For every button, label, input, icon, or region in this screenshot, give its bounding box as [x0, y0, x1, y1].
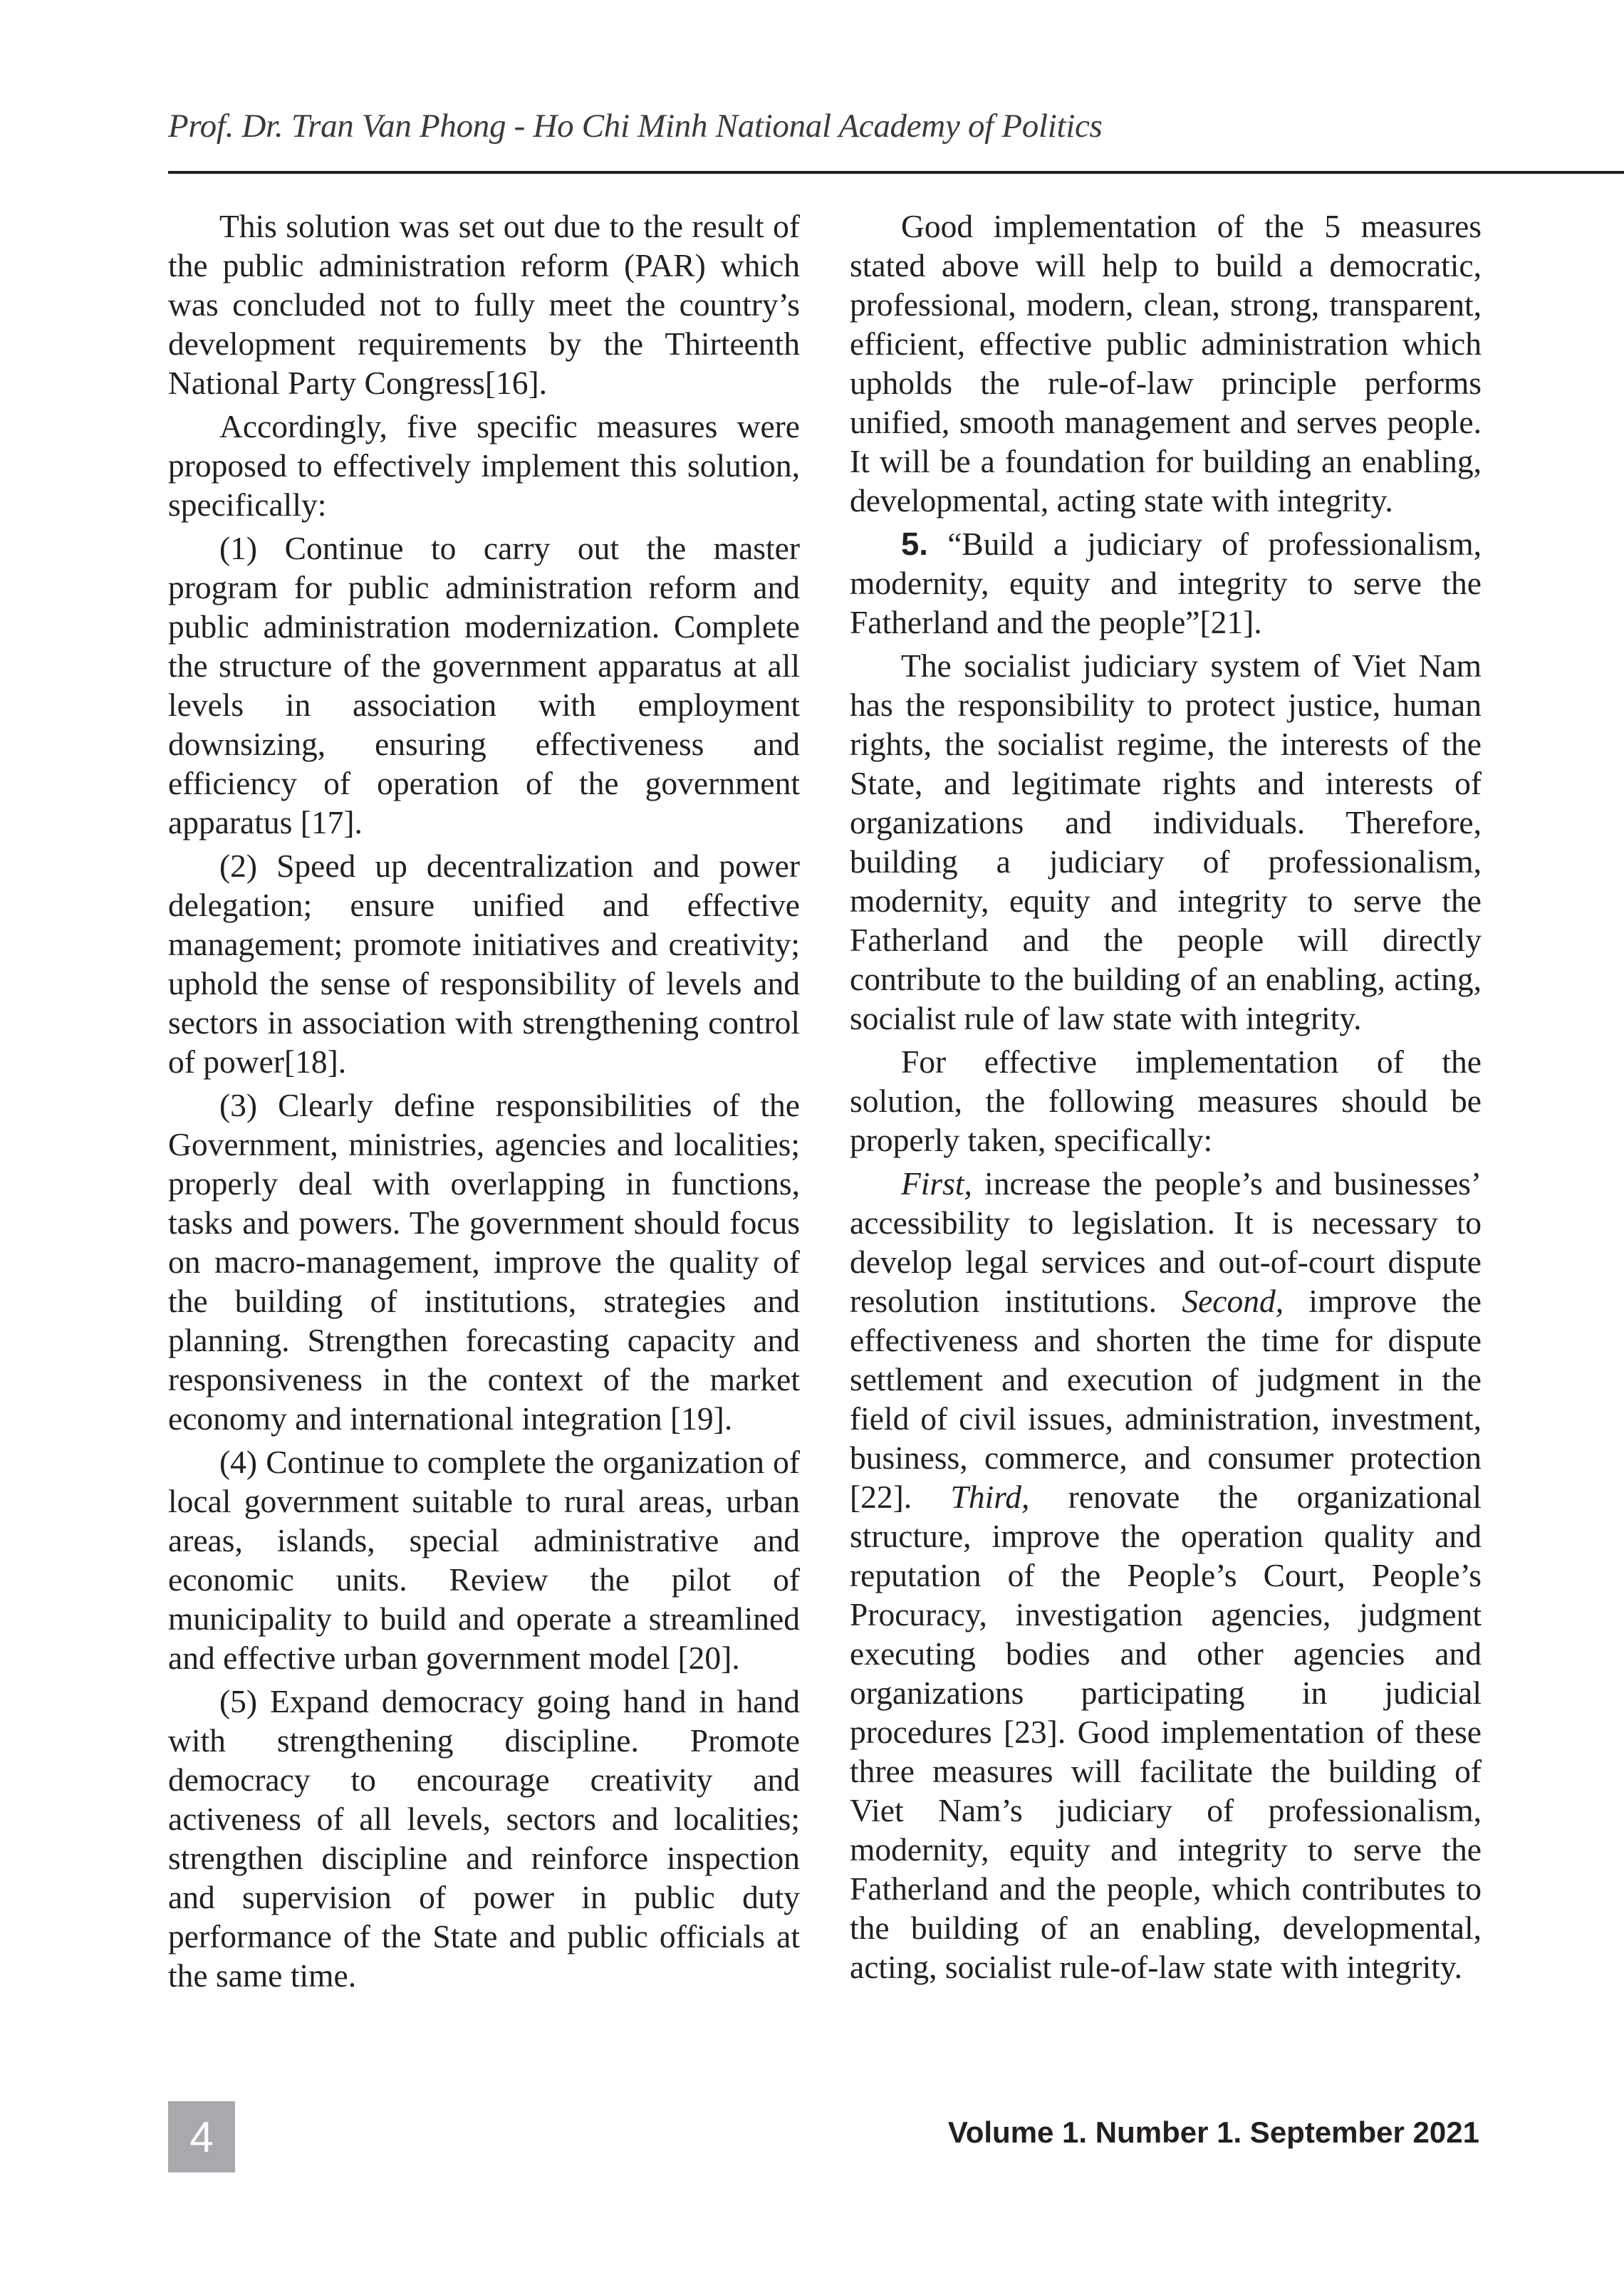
second-label: Second,	[1182, 1283, 1284, 1319]
left-paragraph-1: This solution was set out due to the result of the public administration reform (PAR) which was concluded not to fully meet the country’s development requirements by the Thirteenth National Party Congress[16].	[168, 208, 800, 401]
issue-footer: Volume 1. Number 1. September 2021	[947, 2115, 1479, 2149]
section-number: 5.	[901, 526, 928, 562]
first-measure-text: increase the people’s and businesses’ accessibility to legislation. It is necessary to develop legal services and out-of-court dispute resolution institutions.	[850, 1165, 1482, 1319]
section-heading-text: “Build a judiciary of professionalism, modernity, equity and integrity to serve the Fatherland and the people”[21].	[850, 526, 1482, 640]
third-label: Third,	[950, 1479, 1030, 1515]
right-paragraph-5	[850, 1164, 1482, 1987]
page-number: 4	[189, 2113, 214, 2161]
right-column	[850, 207, 1482, 1991]
left-paragraph-2: Accordingly, five specific measures were proposed to effectively implement this solution, specifically:	[168, 408, 800, 523]
second-measure-text: improve the effectiveness and shorten the time for dispute settlement and execution of judgment in the field of civil issues, administration, investment, business, commerce, and consumer protection [22].	[850, 1283, 1482, 1515]
left-paragraph-3: (1) Continue to carry out the master program for public administration reform and public administration modernization. Complete the structure of the government apparatus at all levels in association with employment downsizing, ensuring effectiveness and efficiency of operation of the government apparatus [17].	[168, 530, 800, 840]
third-measure-text: renovate the organizational structure, improve the operation quality and reputation of the People’s Court, People’s Procuracy, investigation agencies, judgment executing bodies and other agencies and organizations participating in judicial procedures [23]. Good implementation of these three measures will facilitate the building of Viet Nam’s judiciary of professionalism, modernity, equity and integrity to serve the Fatherland and the people, which contributes to the building of an enabling, developmental, acting, socialist rule-of-law state with integrity.	[850, 1479, 1482, 1985]
right-paragraph-1: Good implementation of the 5 measures stated above will help to build a democratic, professional, modern, clean, strong, transparent, efficient, effective public administration which upholds the rule-of-law principle performs unified, smooth management and serves people. It will be a foundation for building an enabling, developmental, acting state with integrity.	[850, 208, 1482, 519]
header-rule	[168, 171, 1624, 174]
left-column	[168, 207, 800, 1999]
left-paragraph-7: (5) Expand democracy going hand in hand with strengthening discipline. Promote democracy to encourage creativity and activeness of all levels, sectors and localities; strengthen discipline and reinforce inspection and supervision of power in public duty performance of the State and public officials at the same time.	[168, 1683, 800, 1994]
running-head: Prof. Dr. Tran Van Phong - Ho Chi Minh National Academy of Politics	[168, 108, 1103, 145]
left-paragraph-4: (2) Speed up decentralization and power delegation; ensure unified and effective management; promote initiatives and creativity; uphold the sense of responsibility of levels and sectors in association with strengthening control of power[18].	[168, 848, 800, 1080]
left-paragraph-6: (4) Continue to complete the organization of local government suitable to rural areas, urban areas, islands, special administrative and economic units. Review the pilot of municipality to build and operate a streamlined and effective urban government model [20].	[168, 1444, 800, 1676]
right-paragraph-2	[850, 524, 1482, 642]
left-paragraph-5: (3) Clearly define responsibilities of the Government, ministries, agencies and localities; properly deal with overlapping in functions, tasks and powers. The government should focus on macro-management, improve the quality of the building of institutions, strategies and planning. Strengthen forecasting capacity and responsiveness in the context of the market economy and international integration [19].	[168, 1087, 800, 1437]
page-number-box	[168, 2101, 235, 2172]
right-paragraph-3: The socialist judiciary system of Viet Nam has the responsibility to protect justice, human rights, the socialist regime, the interests of the State, and legitimate rights and interests of organizations and individuals. Therefore, building a judiciary of professionalism, modernity, equity and integrity to serve the Fatherland and the people will directly contribute to the building of an enabling, acting, socialist rule of law state with integrity.	[850, 647, 1482, 1036]
right-paragraph-4: For effective implementation of the solution, the following measures should be properly taken, specifically:	[850, 1043, 1482, 1158]
first-label: First,	[901, 1165, 972, 1202]
